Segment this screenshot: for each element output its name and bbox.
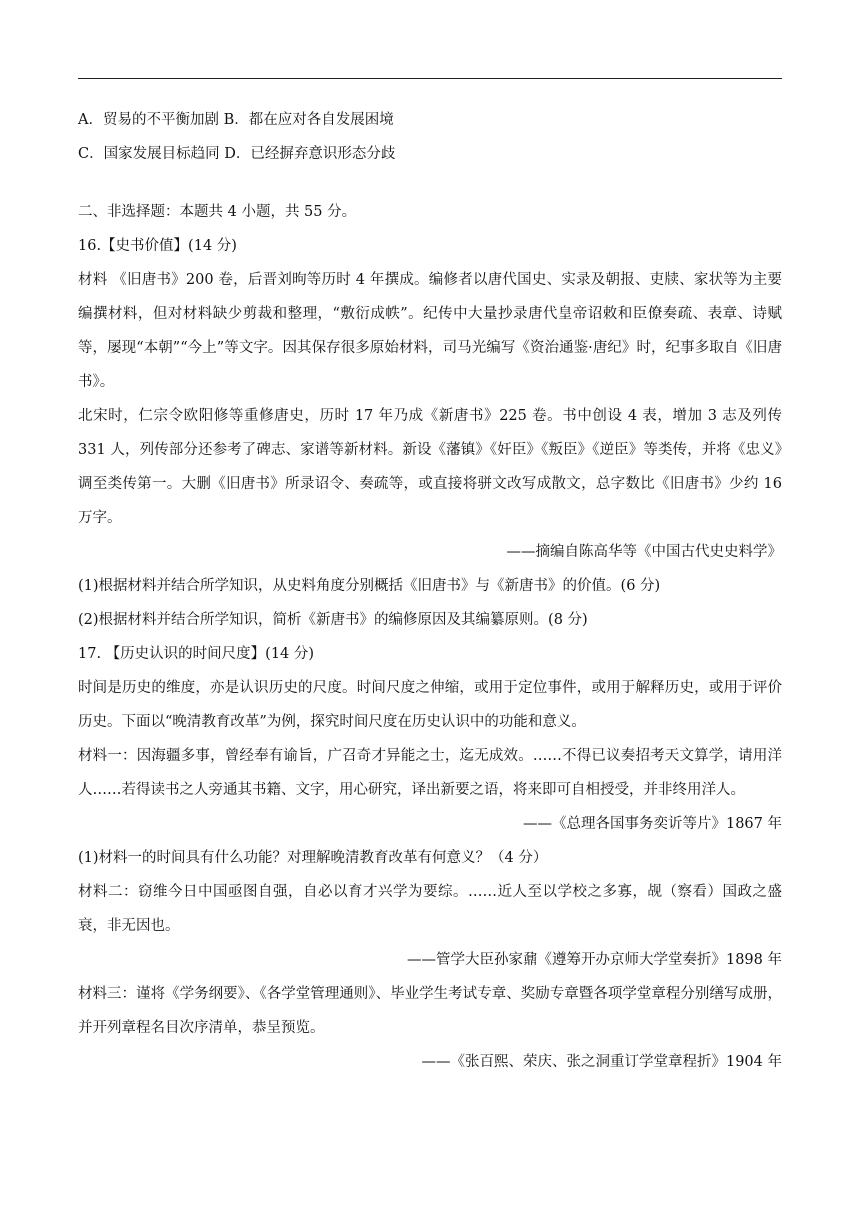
options-row-cd: C．国家发展目标趋同 D．已经摒弃意识形态分歧 — [78, 146, 396, 162]
q17-source-3: ——《张百熙、荣庆、张之洞重订学堂章程折》1904 年 — [421, 1054, 782, 1070]
q17-subquestion-1: (1)材料一的时间具有什么功能？对理解晚清教育改革有何意义？（4 分） — [78, 850, 548, 866]
q16-material-paragraph-1: 材料 《旧唐书》200 卷，后晋刘昫等历时 4 年撰成。编修者以唐代国史、实录及朝报、吏牍、家状等为主要编撰材料，但对材料缺少剪裁和整理，“敷衍成帙”。纪传中大量抄录唐代皇帝诏敕和臣僚奏疏、表章、诗赋等，屡现“本朝”“今上”等文字。因其保存很多原始材料，司马光编写《资治通鉴·唐纪》时，纪事多取自《旧唐书》。 — [78, 272, 782, 390]
options-row-ab: A．贸易的不平衡加剧 B．都在应对各自发展困境 — [78, 112, 394, 128]
q17-intro: 时间是历史的维度，亦是认识历史的尺度。时间尺度之伸缩，或用于定位事件，或用于解释历史，或用于评价历史。下面以“晚清教育改革”为例，探究时间尺度在历史认识中的功能和意义。 — [78, 680, 782, 730]
q16-title: 16.【史书价值】(14 分) — [78, 238, 237, 254]
q17-material-1: 材料一：因海疆多事，曾经奉有谕旨，广召奇才异能之士，迄无成效。……不得已议奏招考天文算学，请用洋人……若得读书之人旁通其书籍、文字，用心研究，译出新要之语，将来即可自相授受，并非终用洋人。 — [78, 748, 782, 798]
q17-title: 17. 【历史认识的时间尺度】(14 分) — [78, 646, 315, 662]
section-two-header: 二、非选择题：本题共 4 小题，共 55 分。 — [78, 204, 357, 220]
q16-subquestion-2: (2)根据材料并结合所学知识，简析《新唐书》的编修原因及其编纂原则。(8 分) — [78, 612, 588, 628]
q17-material-2: 材料二：窃维今日中国亟图自强，自必以育才兴学为要综。……近人至以学校之多寡，觇（察看）国政之盛衰，非无因也。 — [78, 884, 782, 934]
q16-material-paragraph-2: 北宋时，仁宗令欧阳修等重修唐史，历时 17 年乃成《新唐书》225 卷。书中创设 4 表，增加 3 志及列传 331 人，列传部分还参考了碑志、家谱等新材料。新设《藩镇》《奸臣》《叛臣》《逆臣》等类传，并将《忠义》调至类传第一。大删《旧唐书》所录诏令、奏疏等，或直接将骈文改写成散文，总字数比《旧唐书》少约 16 万字。 — [78, 408, 782, 526]
q16-subquestion-1: (1)根据材料并结合所学知识，从史料角度分别概括《旧唐书》与《新唐书》的价值。(6 分) — [78, 578, 661, 594]
section-gap — [78, 171, 782, 195]
q16-source: ——摘编自陈高华等《中国古代史史料学》 — [506, 544, 782, 560]
q17-source-2: ——管学大臣孙家鼐《遵筹开办京师大学堂奏折》1898 年 — [406, 952, 782, 968]
q17-material-3: 材料三：谨将《学务纲要》、《各学堂管理通则》、毕业学生考试专章、奖励专章暨各项学堂章程分别缮写成册，并开列章程名目次序清单，恭呈预览。 — [78, 986, 782, 1036]
q17-source-1: ——《总理各国事务奕䜣等片》1867 年 — [522, 816, 782, 832]
document-body — [78, 103, 782, 1079]
header-rule — [78, 78, 782, 79]
